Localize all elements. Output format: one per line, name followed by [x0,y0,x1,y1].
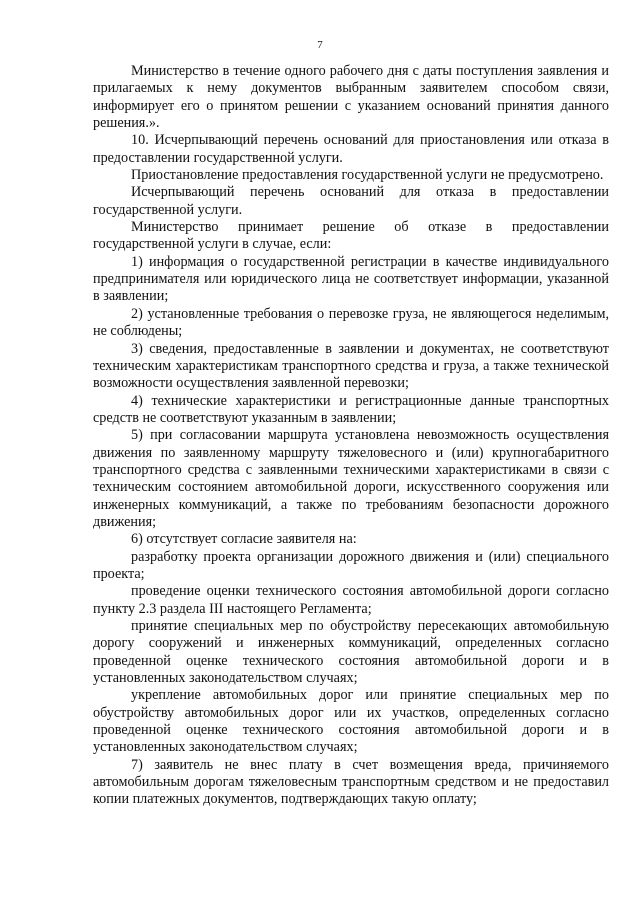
paragraph-item-5: 5) при согласовании маршрута установлена невозможность осуществления движения по заявленному маршруту тяжеловесного и (или) крупногабаритного транспортного средства с заявленными техническими характеристиками в связи с техническим состоянием автомобильной дороги, искусственного сооружения или инженерных коммуникаций, а также по требованиям безопасности дорожного движения; [93,427,609,530]
document-body [93,63,609,809]
paragraph-decision-notice: Министерство в течение одного рабочего дня с даты поступления заявления и прилагаемых к нему документов выбранным заявителем способом связи, информирует его о принятом решении с указанием оснований принятия данного решения.». [93,63,609,132]
page-number: 7 [317,39,323,51]
paragraph-item-6-project: разработку проекта организации дорожного движения и (или) специального проекта; [93,548,609,582]
paragraph-section-10-heading: 10. Исчерпывающий перечень оснований для приостановления или отказа в предоставлении государственной услуги. [93,132,609,166]
paragraph-item-6-assessment: проведение оценки технического состояния автомобильной дороги согласно пункту 2.3 раздела III настоящего Регламента; [93,583,609,617]
paragraph-item-6-special-measures: принятие специальных мер по обустройству пересекающих автомобильную дорогу сооружений и инженерных коммуникаций, определенных согласно проведенной оценке технического состояния автомобильной дороги и в установленных законодательством случаях; [93,618,609,687]
paragraph-suspension-not-provided: Приостановление предоставления государственной услуги не предусмотрено. [131,167,604,184]
paragraph-item-6-road-strengthening: укрепление автомобильных дорог или принятие специальных мер по обустройству автомобильных дорог или их участков, определенных согласно проведенной оценке технического состояния автомобильной дороги и в установленных законодательством случаях; [93,687,609,756]
paragraph-refusal-list-heading: Исчерпывающий перечень оснований для отказа в предоставлении государственной услуги. [93,184,609,218]
paragraph-item-2: 2) установленные требования о перевозке груза, не являющегося неделимым, не соблюдены; [93,305,609,340]
paragraph-item-4: 4) технические характеристики и регистрационные данные транспортных средств не соответствуют указанным в заявлении; [93,392,609,426]
paragraph-item-1: 1) информация о государственной регистрации в качестве индивидуального предпринимателя или юридического лица не соответствует информации, указанной в заявлении; [93,253,609,305]
paragraph-item-7: 7) заявитель не внес плату в счет возмещения вреда, причиняемого автомобильным дорогам тяжеловесным транспортным средством и не предоставил копии платежных документов, подтверждающих такую оплату; [93,756,609,808]
paragraph-item-6: 6) отсутствует согласие заявителя на: [131,531,357,548]
paragraph-item-3: 3) сведения, предоставленные в заявлении и документах, не соответствуют техническим характеристикам транспортного средства и груза, а также технической возможности осуществления заявленной перевозки; [93,340,609,392]
paragraph-refusal-intro: Министерство принимает решение об отказе в предоставлении государственной услуги в случае, если: [93,219,609,253]
